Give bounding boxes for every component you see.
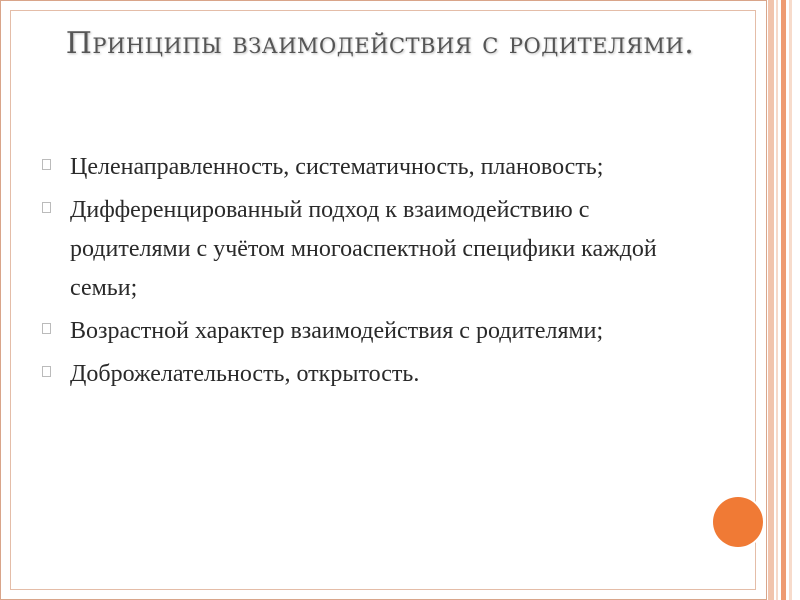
bullet-text: Целенаправленность, систематичность, плановость; — [70, 154, 604, 180]
bullet-list — [42, 148, 682, 398]
bullet-box-icon — [42, 323, 51, 334]
decorative-stripe — [768, 0, 774, 600]
list-item — [42, 191, 682, 308]
list-item — [42, 312, 682, 351]
decorative-stripe — [789, 0, 792, 600]
bullet-box-icon — [42, 159, 51, 170]
slide-title: Принципы взаимодействия с родителями. — [65, 26, 695, 61]
bullet-box-icon — [42, 366, 51, 377]
bullet-text: Дифференцированный подход к взаимодействию с родителями с учётом многоаспектной специфики каждой семьи; — [70, 197, 657, 301]
bullet-text: Доброжелательность, открытость. — [70, 361, 420, 387]
decorative-stripe — [781, 0, 786, 600]
bullet-text: Возрастной характер взаимодействия с родителями; — [70, 318, 604, 344]
list-item — [42, 148, 682, 187]
list-item — [42, 355, 682, 394]
bullet-box-icon — [42, 202, 51, 213]
accent-circle — [713, 497, 763, 547]
decorative-stripe — [776, 0, 778, 600]
